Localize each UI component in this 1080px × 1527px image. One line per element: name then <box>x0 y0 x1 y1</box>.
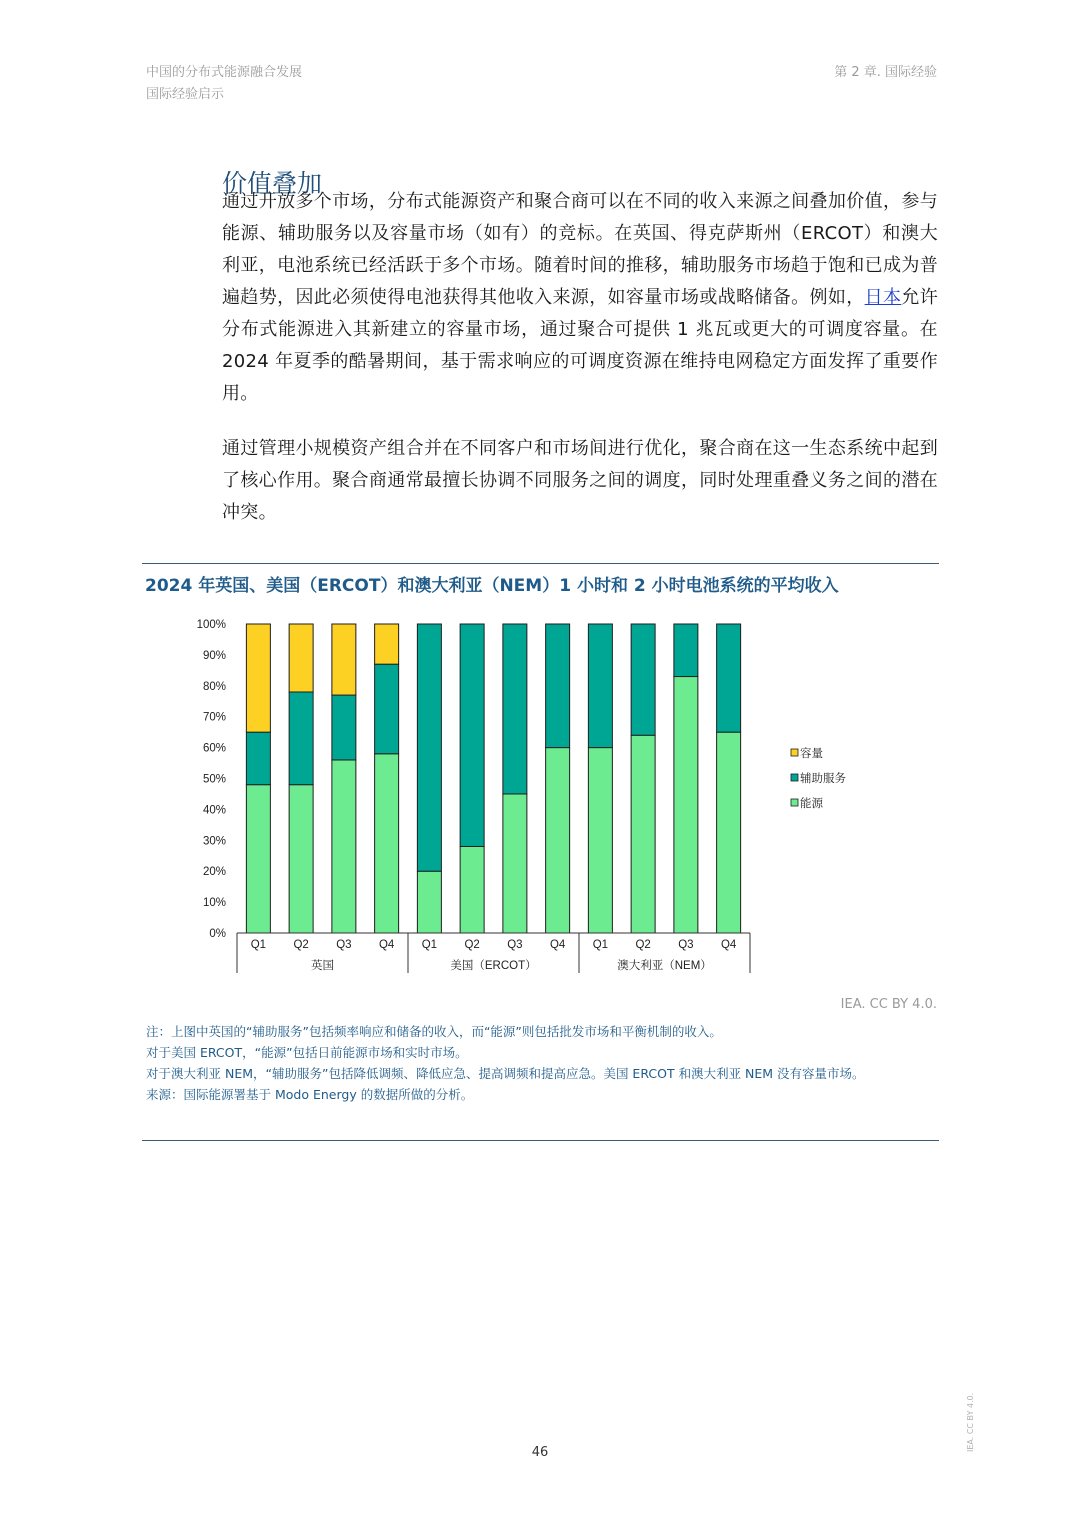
bar-segment <box>289 785 313 933</box>
x-tick-label: Q4 <box>378 939 395 951</box>
x-tick-label: Q3 <box>678 939 694 951</box>
bar-segment <box>417 871 441 933</box>
doc-title: 中国的分布式能源融合发展 <box>146 65 303 80</box>
x-tick-label: Q1 <box>421 939 438 951</box>
x-tick-label: Q2 <box>293 939 309 951</box>
y-tick-label: 20% <box>202 866 226 879</box>
group-label: 澳大利亚（NEM） <box>617 960 712 972</box>
section-title: 价值叠加 <box>222 168 323 198</box>
paragraph-2: 通过管理小规模资产组合并在不同客户和市场间进行优化，聚合商在这一生态系统中起到了核心作用。聚合商通常最擅长协调不同服务之间的调度，同时处理重叠义务之间的潜在冲突。 <box>222 438 938 523</box>
x-tick-label: Q4 <box>720 939 737 951</box>
y-tick-label: 60% <box>202 742 226 755</box>
x-tick-label: Q4 <box>549 939 566 951</box>
y-tick-label: 100% <box>196 619 226 631</box>
note-uk: 注：上图中英国的“辅助服务”包括频率响应和储备的收入，而“能源”则包括批发市场和平衡机制的收入。 <box>146 1024 722 1039</box>
x-tick-label: Q3 <box>507 939 523 951</box>
bar-segment <box>717 732 741 933</box>
note-nem: 对于澳大利亚 NEM，“辅助服务”包括降低调频、降低应急、提高调频和提高应急。美国 ERCOT 和澳大利亚 NEM 没有容量市场。 <box>146 1066 865 1081</box>
japan-link[interactable]: 日本 <box>864 287 902 308</box>
bar-segment <box>246 732 270 785</box>
y-tick-label: 10% <box>202 897 226 910</box>
bar-segment <box>460 846 484 933</box>
y-tick-label: 0% <box>209 928 226 940</box>
legend-swatch <box>791 774 798 781</box>
bar-segment <box>503 794 527 933</box>
group-label: 英国 <box>311 960 334 972</box>
side-credit: IEA. CC BY 4.0. <box>966 1392 975 1452</box>
legend-label: 辅助服务 <box>800 773 846 785</box>
legend-swatch <box>791 749 798 756</box>
y-tick-label: 40% <box>202 804 226 817</box>
note-source: 来源：国际能源署基于 Modo Energy 的数据所做的分析。 <box>146 1087 474 1102</box>
y-tick-label: 70% <box>202 711 226 724</box>
bar-segment <box>246 785 270 933</box>
figure-bottom-rule <box>142 1140 939 1141</box>
x-tick-label: Q1 <box>592 939 609 951</box>
bar-segment <box>417 624 441 871</box>
bar-segment <box>588 748 612 933</box>
bar-segment <box>332 624 356 695</box>
doc-subtitle: 国际经验启示 <box>146 87 225 102</box>
chapter-label: 第 2 章. 国际经验 <box>834 65 937 80</box>
bar-segment <box>717 624 741 732</box>
bar-segment <box>631 624 655 735</box>
bar-segment <box>546 748 570 933</box>
figure-credit: IEA. CC BY 4.0. <box>840 997 937 1012</box>
x-tick-label: Q1 <box>250 939 267 951</box>
legend-label: 容量 <box>800 748 823 760</box>
bar-segment <box>546 624 570 748</box>
bar-segment <box>674 677 698 933</box>
y-tick-label: 30% <box>202 835 226 848</box>
bar-segment <box>289 624 313 692</box>
bar-segment <box>674 624 698 677</box>
bar-segment <box>375 624 399 664</box>
page-number: 46 <box>531 1445 549 1460</box>
chart-title: 2024 年英国、美国（ERCOT）和澳大利亚（NEM）1 小时和 2 小时电池系统的平均收入 <box>145 576 839 596</box>
figure-notes <box>146 1024 936 1108</box>
bar-segment <box>375 664 399 754</box>
bar-segment <box>332 695 356 760</box>
group-label: 美国（ERCOT） <box>450 960 537 972</box>
x-tick-label: Q2 <box>635 939 651 951</box>
legend-label: 能源 <box>800 798 823 810</box>
x-tick-label: Q3 <box>336 939 352 951</box>
bar-segment <box>588 624 612 748</box>
y-tick-label: 90% <box>202 649 226 662</box>
paragraph-1-text-b: 允许分布式能源进入其新建立的容量市场，通过聚合可提供 1 兆瓦或更大的可调度容量。在 2024 年夏季的酷暑期间，基于需求响应的可调度资源在维持电网稳定方面发挥了重要作用。 <box>222 287 939 404</box>
bar-segment <box>289 692 313 785</box>
x-tick-label: Q2 <box>464 939 480 951</box>
y-tick-label: 50% <box>202 773 226 786</box>
bar-segment <box>503 624 527 794</box>
note-ercot: 对于美国 ERCOT，“能源”包括日前能源市场和实时市场。 <box>146 1045 468 1060</box>
bar-segment <box>375 754 399 933</box>
bar-segment <box>246 624 270 732</box>
bar-segment <box>332 760 356 933</box>
y-tick-label: 80% <box>202 680 226 693</box>
bar-segment <box>460 624 484 846</box>
paragraph-1-text-a: 通过开放多个市场，分布式能源资产和聚合商可以在不同的收入来源之间叠加价值，参与能源、辅助服务以及容量市场（如有）的竞标。在英国、得克萨斯州（ERCOT）和澳大利亚，电池系统已经活跃于多个市场。随着时间的推移，辅助服务市场趋于饱和已成为普遍趋势，因此必须使得电池获得其他收入来源，如容量市场或战略储备。例如， <box>222 191 938 308</box>
legend-swatch <box>791 799 798 806</box>
bar-segment <box>631 735 655 933</box>
